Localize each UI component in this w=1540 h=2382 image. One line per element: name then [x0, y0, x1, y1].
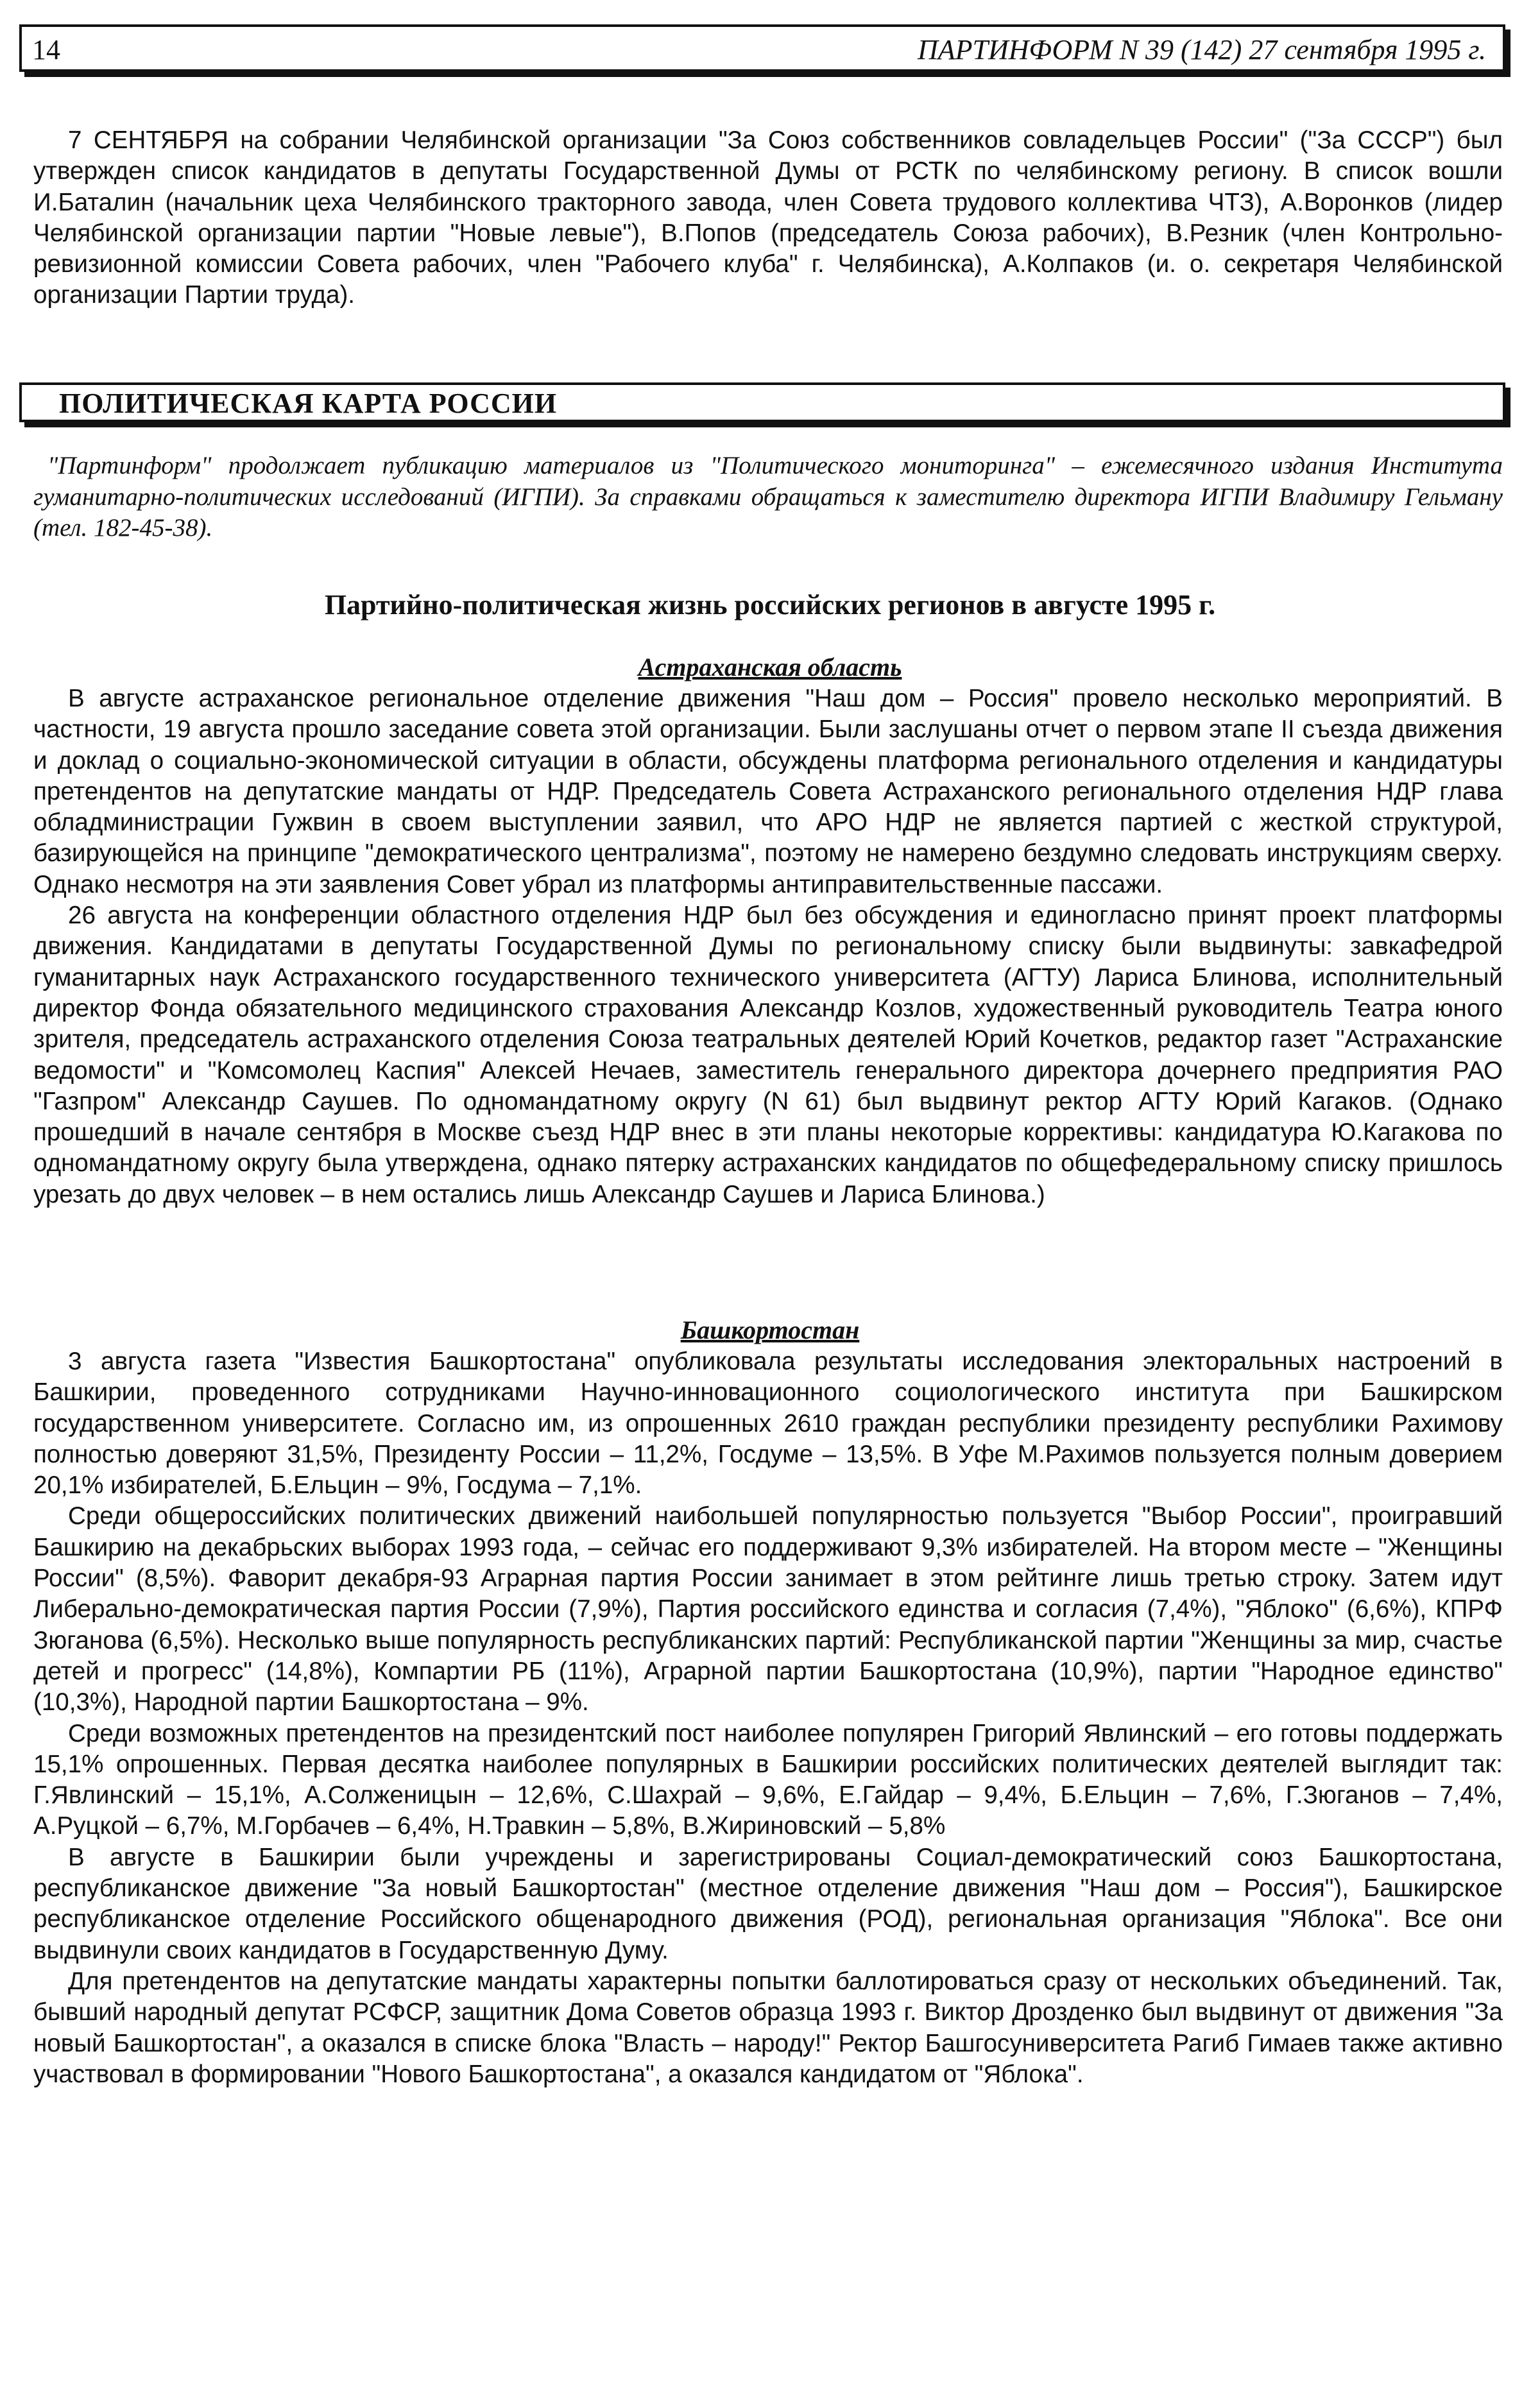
issue-info: ПАРТИНФОРМ N 39 (142) 27 сентября 1995 г.	[918, 34, 1486, 65]
news-item-chelyabinsk	[33, 125, 1503, 311]
body-paragraph: Среди общероссийских политических движений наибольшей популярностью пользуется "Выбор России", проигравший Башкирию на декабрьских выборах 1993 года, – сейчас его поддерживают 9,3% избирателей. На втором месте – "Женщины России" (8,5%). Фаворит декабря-93 Аграрная партия России занимает в этом рейтинге лишь третью строку. Затем идут Либерально-демократическая партия России (7,9%), Партия российского единства и согласия (7,4%), "Яблоко" (6,6%), КПРФ Зюганова (6,5%). Несколько выше популярность республиканских партий: Республиканской партии "Женщины за мир, счастье детей и прогресс" (14,8%), Компартии РБ (11%), Аграрной партии Башкортостана (10,9%), партии "Народное единство" (10,3%), Народной партии Башкортостана – 9%.	[33, 1502, 1503, 1717]
body-paragraph: В августе астраханское региональное отделение движения "Наш дом – Россия" провело несколько мероприятий. В частности, 19 августа прошло заседание совета этой организации. Были заслушаны отчет о первом этапе II съезда движения и доклад о социально-экономической ситуации в области, обсуждены платформа регионального отделения и кандидатуры претендентов на депутатские мандаты от НДР. Председатель Совета Астраханского регионального отделения НДР глава обладминистрации Гужвин в своем выступлении заявил, что АРО НДР не является партией с жесткой структурой, базирующейся на принципе "демократического централизма", поэтому не намерено бездумно следовать инструкциям сверху. Однако несмотря на эти заявления Совет убрал из платформы антиправительственные пассажи.	[33, 685, 1503, 898]
region-title-astrakhan: Астраханская область	[638, 653, 902, 681]
body-paragraph: 3 августа газета "Известия Башкортостана" опубликовала результаты исследования электоральных настроений в Башкирии, проведенного сотрудниками Научно-инновационного социологического института при Башкирском государственном университете. Согласно им, из опрошенных 2610 граждан республики президенту республики Рахимову полностью доверяют 31,5%, Президенту России – 11,2%, Госдуме – 13,5%. В Уфе М.Рахимов пользуется полным доверием 20,1% избирателей, Б.Ельцин – 9%, Госдума – 7,1%.	[33, 1348, 1503, 1500]
page-header	[19, 24, 1505, 72]
region-body-astrakhan	[33, 683, 1503, 1210]
body-paragraph: Для претендентов на депутатские мандаты характерны попытки баллотироваться сразу от нескольких объединений. Так, бывший народный депутат РСФСР, защитник Дома Советов образца 1993 г. Виктор Дрозденко был выдвинут от движения "За новый Башкортостан", а оказался в списке блока "Власть – народу!" Ректор Башгосуниверситета Рагиб Гимаев также активно участвовал в формировании "Нового Башкортостана", а оказался кандидатом от "Яблока".	[33, 1967, 1503, 2088]
region-title-bashkortostan: Башкортостан	[680, 1315, 860, 1344]
body-paragraph: Среди возможных претендентов на президентский пост наиболее популярен Григорий Явлинский – его готовы поддержать 15,1% опрошенных. Первая десятка наиболее популярных в Башкирии российских политических деятелей выглядит так: Г.Явлинский – 15,1%, А.Солженицын – 12,6%, С.Шахрай – 9,6%, Е.Гайдар – 9,4%, Б.Ельцин – 7,6%, Г.Зюганов – 7,4%, А.Руцкой – 6,7%, М.Горбачев – 6,4%, Н.Травкин – 5,8%, В.Жириновский – 5,8%	[33, 1719, 1503, 1840]
news-paragraph: 7 СЕНТЯБРЯ на собрании Челябинской организации "За Союз собственников совладельцев России" ("За СССР") был утвержден список кандидатов в депутаты Государственной Думы от РСТК по челябинскому региону. В список вошли И.Баталин (начальник цеха Челябинского тракторного завода, член Совета трудового коллектива ЧТЗ), А.Воронков (лидер Челябинской организации партии "Новые левые"), В.Попов (председатель Союза рабочих), В.Резник (член Контрольно-ревизионной комиссии Совета рабочих, член "Рабочего клуба" г. Челябинска), А.Колпаков (и. о. секретаря Челябинской организации Партии труда).	[33, 126, 1503, 309]
section-intro: "Партинформ" продолжает публикацию материалов из "Политического мониторинга" – ежемесячного издания Института гуманитарно-политических исследований (ИГПИ). За справками обращаться к заместителю директора ИГПИ Владимиру Гельману (тел. 182-45-38).	[33, 452, 1503, 542]
section-banner	[19, 382, 1505, 422]
body-paragraph: В августе в Башкирии были учреждены и зарегистрированы Социал-демократический союз Башкортостана, республиканское движение "За новый Башкортостан" (местное отделение движения "Наш дом – Россия"), Башкирское республиканское отделение Российского общенародного движения (РОД), региональная организация "Яблока". Все они выдвинули своих кандидатов в Государственную Думу.	[33, 1843, 1503, 1964]
region-body-bashkortostan	[33, 1346, 1503, 2090]
body-paragraph: 26 августа на конференции областного отделения НДР был без обсуждения и единогласно принят проект платформы движения. Кандидатами в депутаты Государственной Думы по региональному списку были выдвинуты: завкафедрой гуманитарных наук Астраханского государственного технического университета (АГТУ) Лариса Блинова, исполнительный директор Фонда обязательного медицинского страхования Александр Козлов, художественный руководитель Театра юного зрителя, председатель астраханского отделения Союза театральных деятелей Юрий Кочетков, редактор газет "Астраханские ведомости" и "Комсомолец Каспия" Алексей Нечаев, заместитель генерального директора дочернего предприятия РАО "Газпром" Александр Саушев. По одномандатному округу (N 61) был выдвинут ректор АГТУ Юрий Кагаков. (Однако прошедший в начале сентября в Москве съезд НДР внес в эти планы некоторые коррективы: кандидатура Ю.Кагакова по одномандатному округу была утверждена, однако пятерку астраханских кандидатов по общефедеральному списку пришлось урезать до двух человек – в нем остались лишь Александр Саушев и Лариса Блинова.)	[33, 902, 1503, 1208]
section-title: ПОЛИТИЧЕСКАЯ КАРТА РОССИИ	[59, 388, 558, 419]
page-number: 14	[32, 34, 60, 65]
article-title: Партийно-политическая жизнь российских регионов в августе 1995 г.	[324, 589, 1216, 621]
